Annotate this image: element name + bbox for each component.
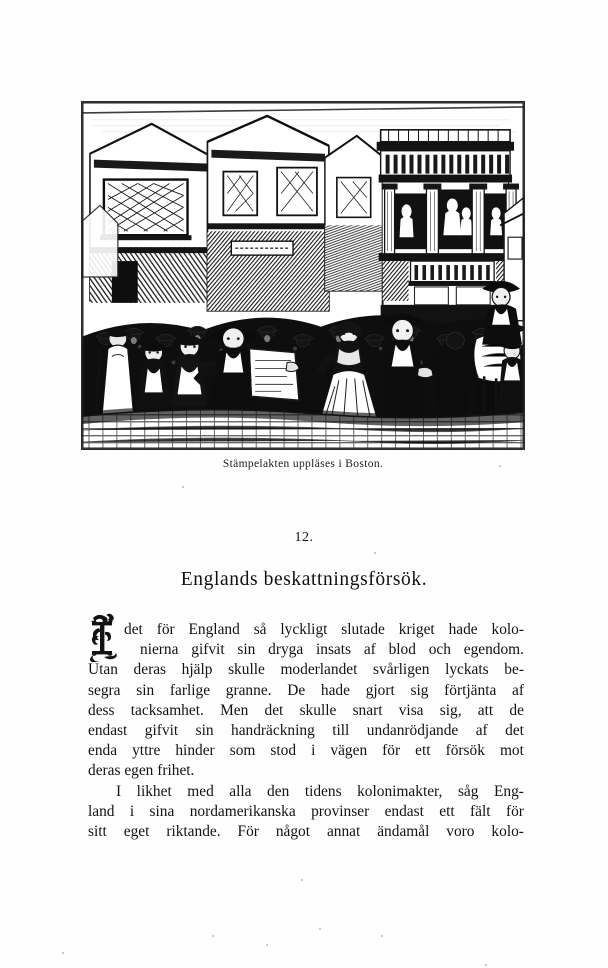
word: hade: [448, 621, 478, 638]
word: som: [229, 742, 256, 760]
word: hjälp: [181, 661, 213, 679]
word: med: [187, 782, 214, 800]
word: den: [267, 782, 290, 800]
word: nordamerikanska: [189, 802, 296, 820]
word: ett: [415, 742, 431, 760]
word: undanrödjande: [366, 721, 459, 739]
word: såg: [457, 782, 479, 800]
word: de: [509, 701, 524, 719]
word: att: [477, 701, 494, 719]
word: sitt: [88, 822, 107, 840]
word: lyckligt: [280, 621, 328, 638]
word: fält: [470, 802, 491, 820]
word: för: [505, 802, 524, 820]
word: gifvit: [144, 721, 179, 739]
word: vägen: [330, 742, 368, 760]
text-line: [88, 660, 524, 680]
word: sin: [195, 721, 214, 739]
word: dess: [88, 701, 115, 719]
paragraph-1: [88, 620, 524, 782]
word: nierna: [140, 641, 179, 659]
word: lyckats: [445, 661, 489, 679]
text-line: [88, 782, 524, 802]
word: skulle: [228, 661, 265, 679]
chapter-title: Englands beskattningsförsök.: [180, 569, 428, 590]
word: slutade: [341, 621, 385, 638]
word: endast: [384, 802, 424, 820]
word: sig,: [439, 701, 462, 719]
text-line: [88, 640, 524, 660]
text-line: [88, 681, 524, 701]
word: eget: [123, 822, 150, 840]
word: sig: [410, 681, 429, 699]
word: af: [363, 641, 376, 659]
word: kolo-: [491, 822, 524, 840]
text-line: [88, 741, 524, 761]
text-line: [88, 802, 524, 822]
word: Utan: [88, 661, 118, 679]
text-line: [88, 620, 524, 640]
word: till: [332, 721, 350, 739]
scan-speck: [182, 486, 184, 488]
word: blod: [388, 641, 416, 659]
word: hinder: [175, 742, 215, 760]
word: visa: [398, 701, 424, 719]
word: handräckning: [231, 721, 315, 739]
word: hade: [320, 681, 350, 699]
text-line: [88, 701, 524, 721]
text-line: [88, 721, 524, 741]
word: dryga: [268, 641, 304, 659]
word: annat: [326, 822, 361, 840]
word: deras egen frihet.: [88, 762, 195, 780]
scan-speck: [381, 935, 384, 938]
word: skulle: [299, 701, 337, 719]
word: mot: [499, 742, 524, 760]
word: försök: [445, 742, 485, 760]
word: likhet: [136, 782, 172, 800]
word: af: [475, 721, 488, 739]
text-line: [88, 761, 524, 781]
word: det: [505, 721, 524, 739]
engraving-plate: [81, 101, 525, 450]
word: Men: [220, 701, 249, 719]
word: be-: [504, 661, 524, 679]
word: sin: [237, 641, 256, 659]
word: alla: [229, 782, 252, 800]
word: Eng-: [494, 782, 524, 800]
word: af: [512, 681, 524, 699]
word: sin: [136, 681, 155, 699]
word: De: [287, 681, 306, 699]
word: gifvit: [191, 641, 225, 659]
word: för: [156, 621, 175, 638]
word: och: [428, 641, 451, 659]
word: enda: [88, 742, 118, 760]
scan-speck: [266, 944, 268, 946]
text-line: [88, 822, 524, 842]
word: I: [116, 782, 122, 800]
word: stod: [270, 742, 297, 760]
illustration-caption: Stämpelakten uppläses i Boston.: [222, 458, 384, 470]
word: farlige: [169, 681, 211, 699]
body-text: [88, 620, 524, 842]
word: snart: [352, 701, 383, 719]
word: tacksamhet.: [130, 701, 204, 719]
word: i: [311, 742, 316, 760]
scan-speck: [212, 935, 215, 938]
word: kolonimakter,: [357, 782, 443, 800]
word: insats: [315, 641, 352, 659]
word: moderlandet: [280, 661, 358, 679]
word: så: [253, 621, 267, 638]
word: ändamål: [377, 822, 430, 840]
word: ett: [439, 802, 455, 820]
word: granne.: [225, 681, 272, 699]
word: yttre: [132, 742, 161, 760]
word: voro: [446, 822, 475, 840]
word: för: [382, 742, 401, 760]
word: gjort: [365, 681, 395, 699]
engraving-artwork: [82, 102, 524, 449]
word: det: [124, 621, 143, 638]
word: England: [188, 621, 240, 638]
word: riktande.: [166, 822, 221, 840]
scan-speck: [485, 964, 487, 966]
word: segra: [88, 681, 121, 699]
chapter-number: 12.: [294, 530, 314, 545]
word: endast: [88, 721, 128, 739]
scan-speck: [374, 552, 376, 554]
word: sina: [149, 802, 175, 820]
word: förtjänta: [444, 681, 497, 699]
word: det: [264, 701, 284, 719]
scan-speck: [301, 879, 303, 881]
paragraph-2: [88, 782, 524, 843]
word: tidens: [304, 782, 342, 800]
word: provinser: [311, 802, 370, 820]
word: egendom.: [463, 641, 524, 659]
word: land: [88, 802, 115, 820]
word: deras: [133, 661, 167, 679]
word: något: [275, 822, 311, 840]
word: kolo-: [491, 621, 524, 638]
word: kriget: [398, 621, 435, 638]
word: svårligen: [373, 661, 430, 679]
scan-speck: [62, 952, 65, 955]
scan-speck: [319, 928, 321, 930]
word: i: [129, 802, 135, 820]
word: För: [237, 822, 259, 840]
